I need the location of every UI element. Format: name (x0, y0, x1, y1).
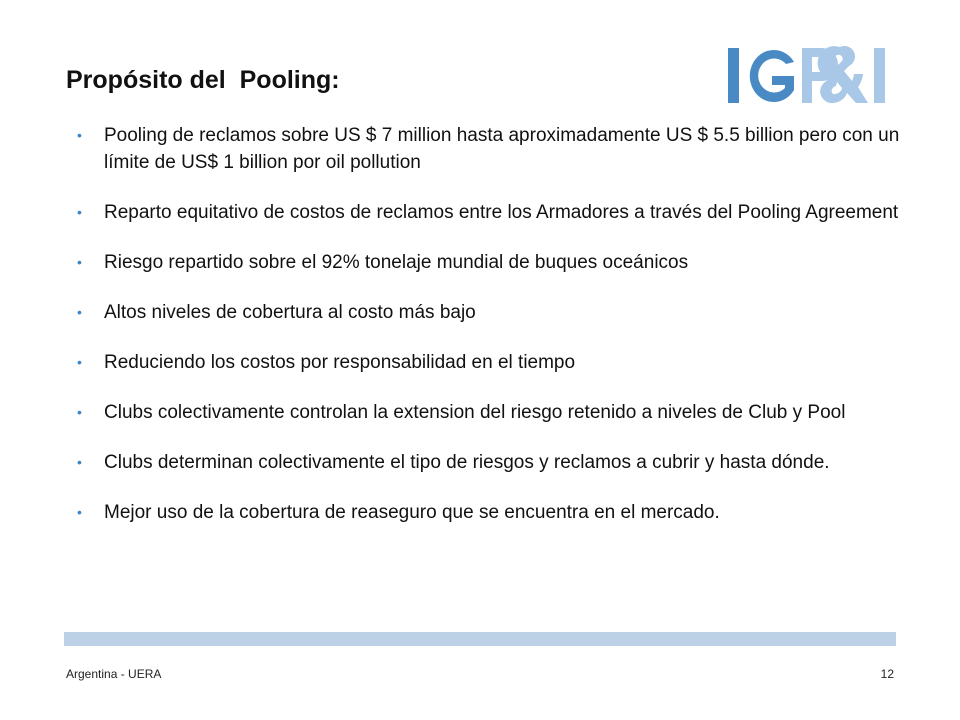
slide-title: Propósito del Pooling: (66, 66, 340, 94)
bullet-marker: • (77, 354, 82, 370)
bullet-marker: • (77, 254, 82, 270)
bullet-text: Clubs colectivamente controlan la extension del riesgo retenido a niveles de Club y Pool (104, 402, 846, 423)
bullet-text: Reduciendo los costos por responsabilidad en el tiempo (104, 352, 576, 373)
bullet-item (66, 199, 906, 226)
igpi-logo (728, 44, 898, 106)
bullet-text: Clubs determinan colectivamente el tipo de riesgos y reclamos a cubrir y hasta dónde. (104, 452, 830, 473)
bullet-item (66, 349, 906, 376)
bullet-item (66, 249, 906, 276)
bullet-text: Altos niveles de cobertura al costo más bajo (104, 302, 476, 323)
bullet-item (66, 499, 906, 526)
bullet-marker: • (77, 454, 82, 470)
bullet-item (66, 399, 906, 426)
page-number: 12 (880, 667, 894, 681)
bullet-marker: • (77, 127, 82, 143)
bullet-text: Mejor uso de la cobertura de reaseguro que se encuentra en el mercado. (104, 502, 720, 523)
bullet-marker: • (77, 404, 82, 420)
bullet-item (66, 122, 906, 176)
footer-label: Argentina - UERA (66, 667, 162, 681)
bullet-item (66, 449, 906, 476)
bottom-divider-bar (64, 632, 896, 646)
bullet-text: Pooling de reclamos sobre US $ 7 million hasta aproximadamente US $ 5.5 billion pero con un límite de US$ 1 billion por oil pollution (104, 125, 900, 173)
bullet-marker: • (77, 504, 82, 520)
bullet-text: Riesgo repartido sobre el 92% tonelaje mundial de buques oceánicos (104, 252, 689, 273)
bullet-item (66, 299, 906, 326)
bullet-marker: • (77, 204, 82, 220)
bullet-text: Reparto equitativo de costos de reclamos entre los Armadores a través del Pooling Agreement (104, 202, 899, 223)
bullet-marker: • (77, 304, 82, 320)
bullet-list (66, 122, 906, 549)
